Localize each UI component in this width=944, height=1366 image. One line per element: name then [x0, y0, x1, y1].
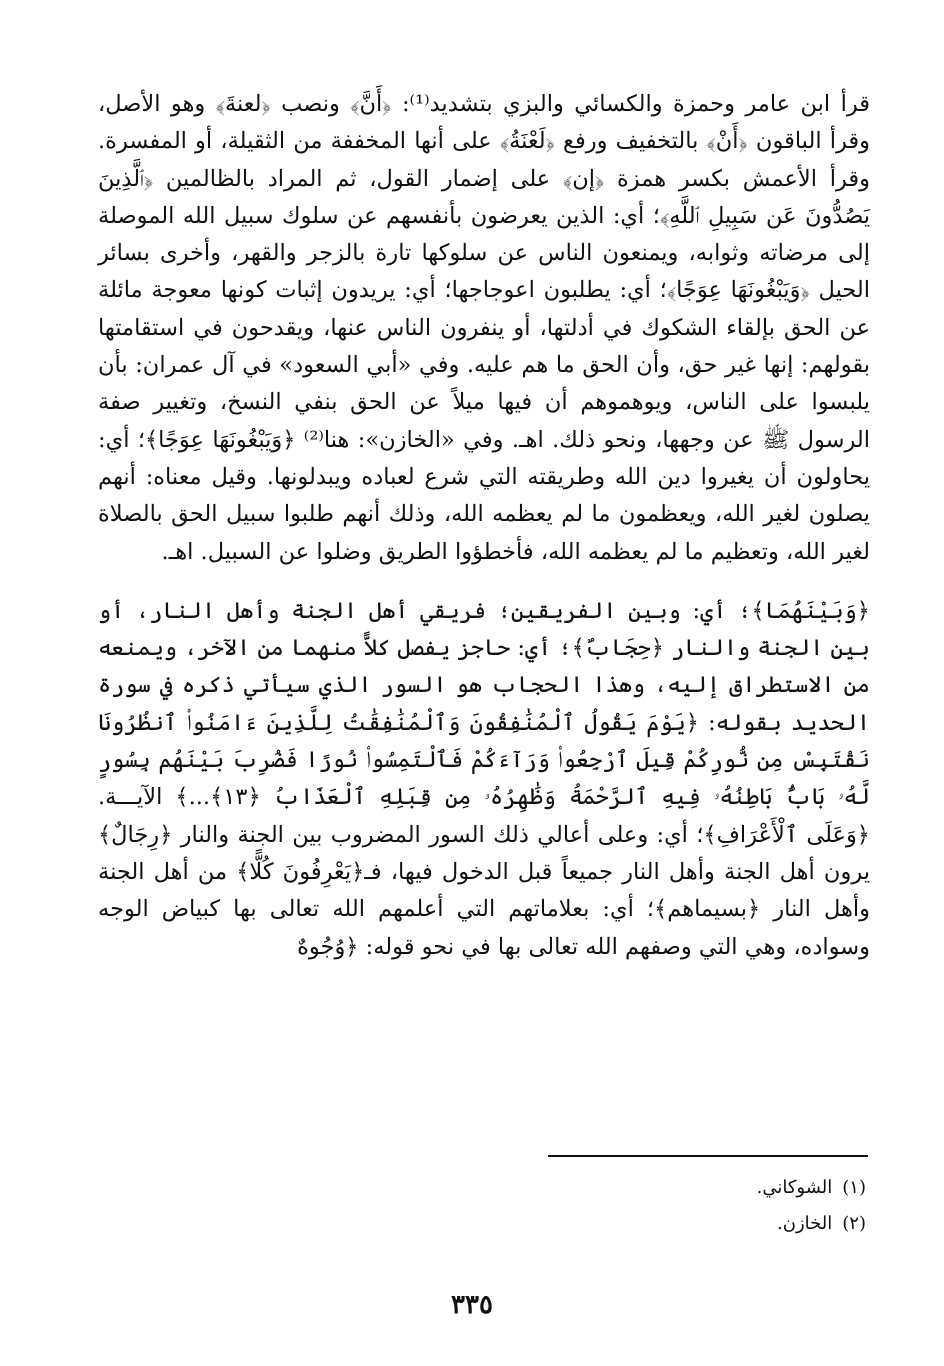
footnote-2-text: الخازن.: [777, 1213, 833, 1234]
footnote-separator: [548, 1155, 868, 1157]
body-paragraph-2: ﴿وَبَيْنَهُمَا﴾؛ أي: وبين الفريقين؛ فريقي أهل الجنة وأهل النار، أو بين الجنة والنار ﴿حِجَابٌ﴾؛ أي: حاجز يفصل كلاًّ منهما من الآخر، ويمنعه من الاستطراق إليه، وهذا الحجاب هو السور الذي سيأتي ذكره في سورة الحديد بقوله: ﴿يَوْمَ يَقُولُ ٱلْمُنَٰفِقُونَ وَٱلْمُنَٰفِقَٰتُ لِلَّذِينَ ءَامَنُوا۟ ٱنظُرُونَا نَقْتَبِسْ مِن نُّورِكُمْ قِيلَ ٱرْجِعُوا۟ وَرَآءَكُمْ فَٱلْتَمِسُوا۟ نُورًا فَضُرِبَ بَيْنَهُم بِسُورٍ لَّهُۥ بَابٌۢ بَاطِنُهُۥ فِيهِ ٱلرَّحْمَةُ وَظَٰهِرُهُۥ مِن قِبَلِهِ ٱلْعَذَابُ ﴿١٣﴾...﴾ الآيـــة. ﴿وَعَلَى ٱلْأَعْرَافِ﴾؛ أي: وعلى أعالي ذلك السور المضروب بين الجنة والنار ﴿رِجَالٌ﴾ يرون أهل الجنة وأهل النار جميعاً قبل الدخول فيها، فـ﴿يَعْرِفُونَ كُلًّا﴾ من أهل الجنة وأهل النار ﴿بسيماهم﴾؛ أي: بعلاماتهم التي أعلمهم الله تعالى بها كبياض الوجه وسواده، وهي التي وصفهم الله تعالى بها في نحو قوله: ﴿وُجُوهٌ: [98, 597, 870, 960]
paragraph-spacer: [98, 571, 870, 593]
footnotes: [466, 1170, 866, 1242]
body-paragraph-1: قرأ ابن عامر وحمزة والكسائي والبزي بتشديد⁽¹⁾: ﴿أَنَّ﴾ ونصب ﴿لعنةَ﴾ وهو الأصل، وقرأ الباقون ﴿أَنْ﴾ بالتخفيف ورفع ﴿لَعْنَةُ﴾ على أنها المخففة من الثقيلة، أو المفسرة. وقرأ الأعمش بكسر همزة ﴿إن﴾ على إضمار القول، ثم المراد بالظالمين ﴿ٱلَّذِينَ يَصُدُّونَ عَن سَبِيلِ ٱللَّهِ﴾؛ أي: الذين يعرضون بأنفسهم عن سلوك سبيل الله الموصلة إلى مرضاته وثوابه، ويمنعون الناس عن سلوكها تارة بالزجر والقهر، وأخرى بسائر الحيل ﴿وَيَبْغُونَهَا عِوَجًا﴾؛ أي: يطلبون اعوجاجها؛ أي: يريدون إثبات كونها معوجة مائلة عن الحق بإلقاء الشكوك في أدلتها، أو ينفرون الناس عنها، ويقدحون في استقامتها بقولهم: إنها غير حق، وأن الحق ما هم عليه. وفي «أبي السعود» في آل عمران: بأن يلبسوا على الناس، ويوهموهم أن فيها ميلاً عن الحق بنفي النسخ، وتغيير صفة الرسول ﷺ عن وجهها، ونحو ذلك. اهـ. وفي «الخازن»: هنا⁽²⁾ ﴿وَيَبْغُونَهَا عِوَجًا﴾؛ أي: يحاولون أن يغيروا دين الله وطريقته التي شرع لعباده ويبدلونها. وقيل معناه: أنهم يصلون لغير الله، ويعظمون ما لم يعظمه الله، وذلك أنهم طلبوا سبيل الحق بالصلاة لغير الله، وتعظيم ما لم يعظمه الله، فأخطؤوا الطريق وضلوا عن السبيل. اهـ.: [98, 91, 870, 565]
footnote-2-number: (٢): [842, 1213, 866, 1234]
footnote-2: [466, 1206, 866, 1242]
footnote-1-text: الشوكاني.: [756, 1177, 833, 1198]
page-number: ٣٣٥: [451, 1290, 493, 1320]
page-body: [98, 86, 870, 966]
footnote-1-number: (١): [842, 1177, 866, 1198]
footnote-1: [466, 1170, 866, 1206]
